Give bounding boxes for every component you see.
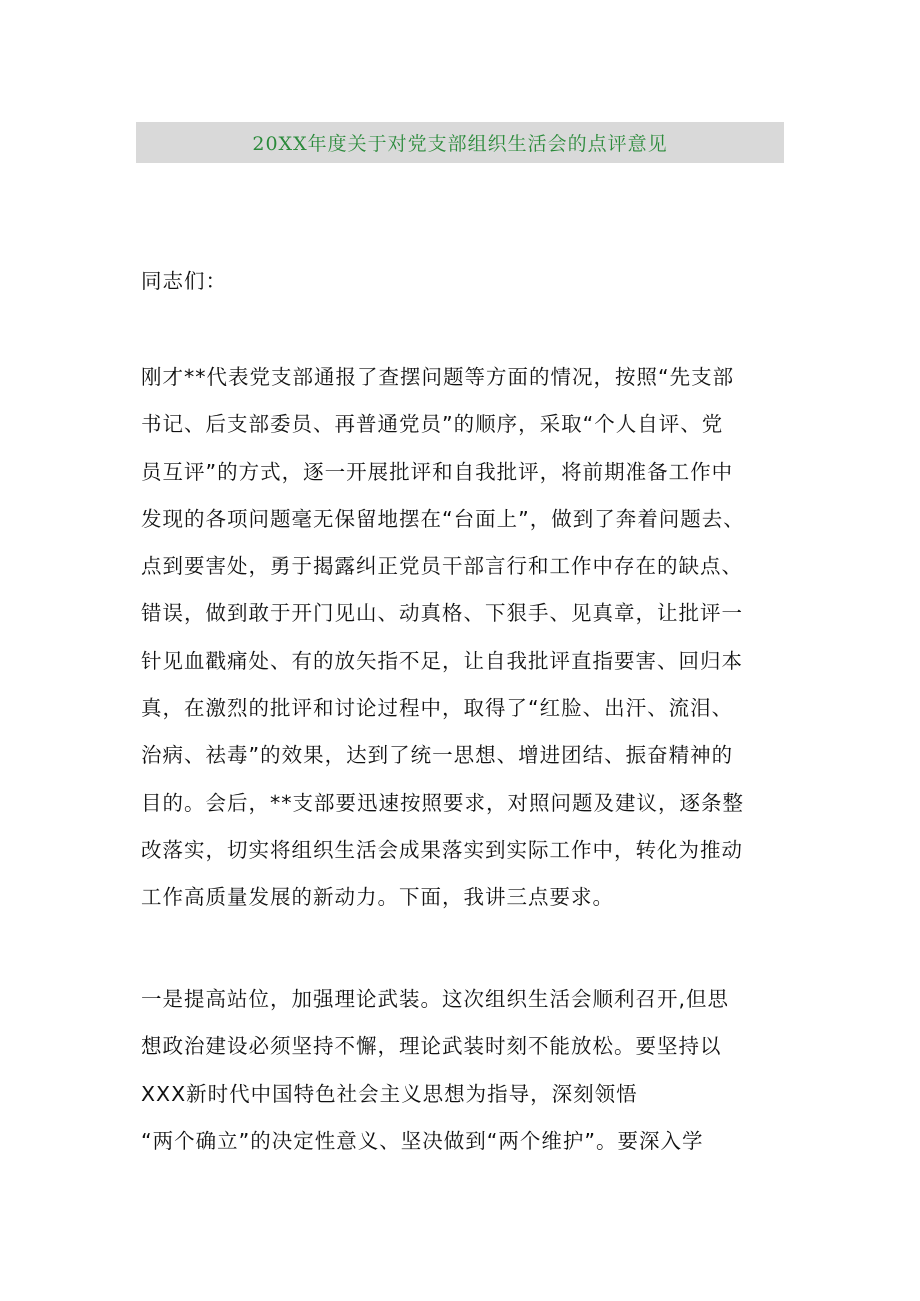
paragraph-line: 治病、祛毒”的效果，达到了统一思想、增进团结、振奋精神的 — [141, 743, 734, 768]
paragraph-line: 员互评”的方式，逐一开展批评和自我批评，将前期准备工作中 — [141, 459, 734, 484]
paragraph-line: 发现的各项问题毫无保留地摆在“台面上”，做到了奔着问题去、 — [141, 506, 745, 531]
paragraph-line: “两个确立”的决定性意义、坚决做到“两个维护”。要深入学 — [141, 1128, 704, 1153]
document-title: 20XX年度关于对党支部组织生活会的点评意见 — [252, 133, 668, 155]
salutation — [141, 258, 791, 305]
paragraph-2 — [141, 976, 791, 1165]
paragraph-line: 改落实，切实将组织生活会成果落实到实际工作中，转化为推动 — [141, 837, 743, 862]
paragraph-1 — [141, 354, 791, 922]
paragraph-line: XXX新时代中国特色社会主义思想为指导，深刻领悟 — [141, 1081, 638, 1106]
paragraph-line: 刚才**代表党支部通报了查摆问题等方面的情况，按照“先支部 — [141, 365, 735, 389]
paragraph-line: 针见血戳痛处、有的放矢指不足，让自我批评直指要害、回归本 — [141, 648, 743, 673]
paragraph-line: 书记、后支部委员、再普通党员”的顺序，采取“个人自评、党 — [141, 412, 724, 437]
paragraph-line: 目的。会后，**支部要迅速按照要求，对照问题及建议，逐条整 — [141, 790, 744, 815]
paragraph-line: 错误，做到敢于开门见山、动真格、下狠手、见真章，让批评一 — [141, 601, 743, 626]
paragraph-line: 一是提高站位，加强理论武装。这次组织生活会顺利召开,但思 — [141, 987, 730, 1011]
paragraph-line: 想政治建设必须坚持不懈，理论武装时刻不能放松。要坚持以 — [141, 1034, 722, 1059]
salutation-text: 同志们： — [141, 269, 227, 293]
paragraph-line: 真，在激烈的批评和讨论过程中，取得了“红脸、出汗、流泪、 — [141, 696, 734, 721]
document-title-bar — [136, 122, 784, 163]
paragraph-line: 工作高质量发展的新动力。下面，我讲三点要求。 — [141, 885, 614, 910]
paragraph-line: 点到要害处，勇于揭露纠正党员干部言行和工作中存在的缺点、 — [141, 554, 743, 579]
